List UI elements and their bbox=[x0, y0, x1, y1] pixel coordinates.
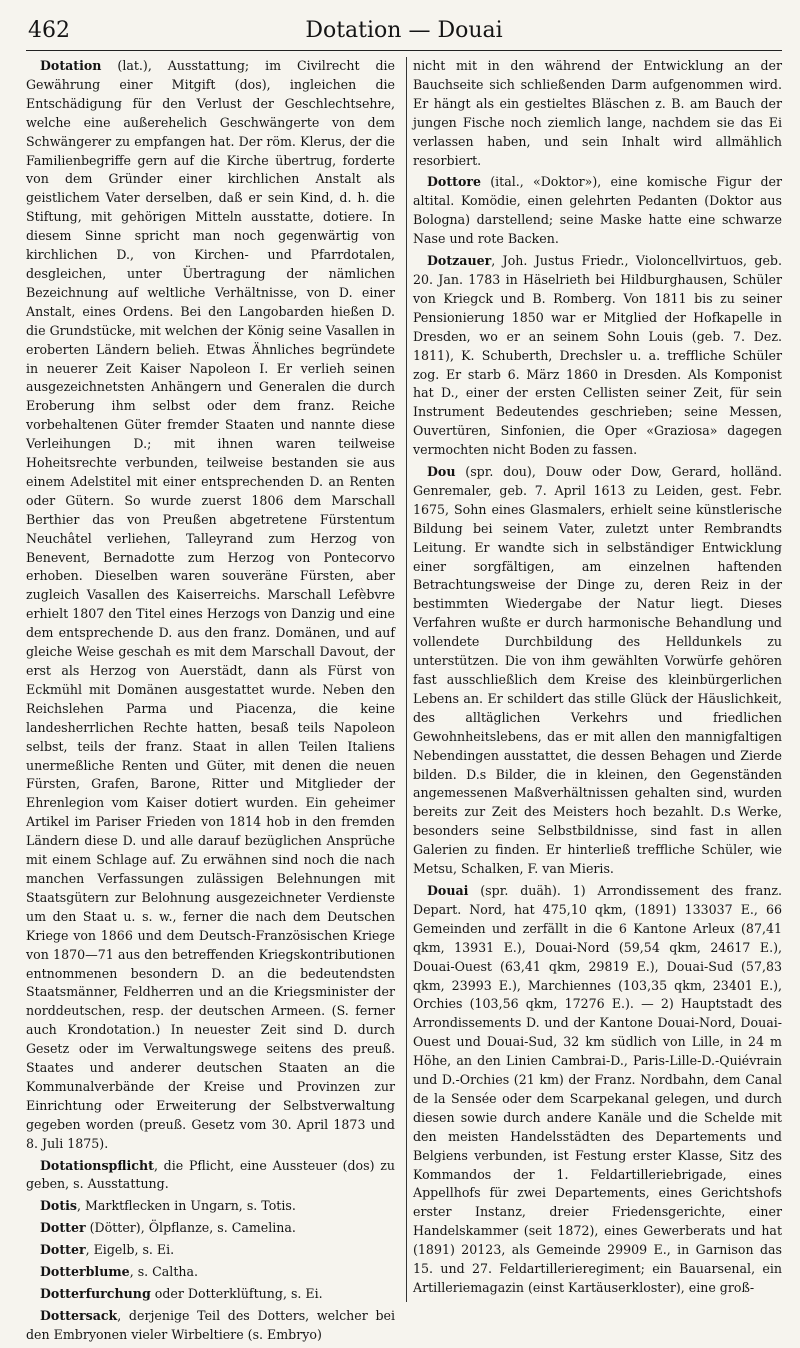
entry-headword: Dotter bbox=[40, 1242, 86, 1258]
entry-headword: Dottore bbox=[427, 174, 482, 190]
entry-text: , Eigelb, s. Ei. bbox=[85, 1242, 175, 1258]
entry-continuation bbox=[413, 57, 782, 170]
entry-text: nicht mit in den während der Entwicklung an der Bauchseite sich schließenden Darm aufgenommen wird. Er hängt als ein gestieltes Bläschen z. B. am Bauch der jungen Fische noch ziemlich lange, nachdem sie das Ei verlassen haben, und sein Inhalt wird allmählich resorbiert. bbox=[413, 58, 782, 168]
right-column bbox=[403, 57, 782, 1348]
column-divider bbox=[406, 57, 407, 1302]
entry-dou bbox=[413, 463, 782, 879]
entry-text: , die Pflicht, eine Aussteuer (dos) zu geben, s. Ausstattung. bbox=[26, 1157, 395, 1192]
entry-headword: Dotter bbox=[40, 1220, 86, 1236]
entry-dotter bbox=[26, 1241, 395, 1260]
left-column bbox=[26, 57, 403, 1348]
entry-headword: Douai bbox=[427, 882, 469, 898]
entry-text: , s. Caltha. bbox=[129, 1264, 199, 1280]
entry-douai bbox=[413, 882, 782, 1298]
entry-dotationspflicht bbox=[26, 1157, 395, 1195]
entry-dottore bbox=[413, 173, 782, 249]
entry-text: , Marktflecken in Ungarn, s. Totis. bbox=[77, 1198, 296, 1214]
entry-dotter bbox=[26, 1219, 395, 1238]
entry-headword: Dottersack bbox=[40, 1307, 118, 1323]
entry-headword: Dotterfurchung bbox=[40, 1286, 151, 1301]
entry-text: (spr. dou), Douw oder Dow, Gerard, holländ. Genremaler, geb. 7. April 1613 zu Leiden, gest. Febr. 1675, Sohn eines Glasmalers, erhielt seine künstlerische Bildung bei seinem Vater, zuletzt unter Rembrandts Leitung. Er wandte sich in selbständiger Entwicklung einer sorgfältigen, am einzelnen haftenden Betrachtungsweise der Dinge zu, deren Reiz in der bestimmten Wiedergabe der Natur liegt. Dieses Verfahren wußte er durch harmonische Behandlung und vollendete Durchbildung des Helldunkels zu unterstützen. Die von ihm gewählten Vorwürfe gehören fast ausschließlich dem Kreise des kleinbürgerlichen Lebens an. Er schildert das stille Glück der Häuslichkeit, des alltäglichen Verkehrs und friedlichen Gewohnheitslebens, das er mit allen den mannigfaltigen Nebendingen ausstattet, die dessen Behagen und Zierde bilden. D.s Bilder, die in kleinen, den Gegenständen angemessenen Maßverhältnissen gehalten sind, wurden bereits zur Zeit des Meisters hoch bezahlt. D.s Werke, besonders seine Selbstbildnisse, sind fast in allen Galerien zu finden. Er hinterließ treffliche Schüler, wie Metsu, Schalken, F. van Mieris. bbox=[413, 464, 782, 877]
entry-headword: Dotterblume bbox=[40, 1264, 130, 1280]
entry-headword: Dotzauer bbox=[427, 253, 492, 269]
entry-text: , Joh. Justus Friedr., Violoncellvirtuos, geb. 20. Jan. 1783 in Häselrieth bei Hildburghausen, Schüler von Kriegck und B. Romberg. Von 1811 bis zu seiner Pensionierung 1850 war er Mitglied der Hofkapelle in Dresden, wo er an seinem Sohn Louis (geb. 7. Dez. 1811), K. Schuberth, Drechsler u. a. treffliche Schüler zog. Er starb 6. März 1860 in Dresden. Als Komponist hat D., einer der ersten Cellisten seiner Zeit, für sein Instrument Bedeutendes geschrieben; seine Messen, Ouvertüren, Sinfonien, die Oper «Graziosa» dagegen vermochten nicht Boden zu fassen. bbox=[413, 253, 782, 458]
entry-text: (ital., «Doktor»), eine komische Figur der altital. Komödie, einen gelehrten Pedanten (Doktor aus Bologna) darstellend; seine Maske hatte eine schwarze Nase und rote Backen. bbox=[413, 174, 782, 247]
entry-text: (spr. duäh). 1) Arrondissement des franz. Depart. Nord, hat 475,10 qkm, (1891) 133037 E., 66 Gemeinden und zerfällt in die 6 Kantone Arleux (87,41 qkm, 13931 E.), Douai-Nord (59,54 qkm, 24617 E.), Douai-Ouest (63,41 qkm, 29819 E.), Douai-Sud (57,83 qkm, 23993 E.), Marchiennes (103,35 qkm, 23401 E.), Orchies (103,56 qkm, 17276 E.). — 2) Hauptstadt des Arrondissements D. und der Kantone Douai-Nord, Douai-Ouest und Douai-Sud, 32 km südlich von Lille, in 24 m Höhe, an den Linien Cambrai-D., Paris-Lille-D.-Quiévrain und D.-Orchies (21 km) der Franz. Nordbahn, dem Canal de la Sensée oder dem Scarpekanal gelegen, und durch diesen sowie durch andere Kanäle und die Schelde mit den meisten Handelsstädten des Departements und Belgiens verbunden, ist Festung erster Klasse, Sitz des Kommandos der 1. Feldartilleriebrigade, eines Appellhofs für zwei Departements, eines Gerichtshofs erster Instanz, dreier Friedensgerichte, einer Handelskammer (seit 1872), eines Gewerberats und hat (1891) 20123, als Gemeinde 29909 E., in Garnison das 15. und 27. Feldartillerieregiment; ein Bauarsenal, ein Artilleriemagazin (einst Kartäuserkloster), eine groß- bbox=[413, 882, 782, 1295]
page-header bbox=[26, 12, 782, 51]
entry-text: oder Dotterklüftung, s. Ei. bbox=[150, 1286, 323, 1301]
entry-headword: Dou bbox=[427, 464, 456, 480]
entry-text: (Dötter), Ölpflanze, s. Camelina. bbox=[85, 1220, 296, 1236]
entry-dottersack bbox=[26, 1307, 395, 1345]
entry-headword: Dotation bbox=[40, 58, 102, 73]
entry-text: (lat.), Ausstattung; im Civilrecht die Gewährung einer Mitgift (dos), ingleichen die Entschädigung für den Verlust der Geschlechtsehre, welche eine außerehelich Geschwängerte von dem Schwängerer zu empfangen hat. Der röm. Klerus, der die Familienbegriffe gern auf die Kirche übertrug, forderte von dem Gründer einer kirchlichen Anstalt als geistlichem Vater derselben, daß er sein Kind, d. h. die Stiftung, mit gehörigen Mitteln ausstatte, dotiere. In diesem Sinne spricht man noch gegenwärtig von kirchlichen D., von Kirchen- und Pfarrdotalen, desgleichen, unter Übertragung der nämlichen Bezeichnung auf weltliche Verhältnisse, von D. einer Anstalt, eines Ordens. Bei den Langobarden hießen D. die Grundstücke, mit welchen der König seine Vasallen in eroberten Ländern belieh. Etwas Ähnliches begründete in neuerer Zeit Kaiser Napoleon I. Er verlieh seinen ausgezeichnetsten Anhängern und Generalen die durch Eroberung ihm selbst oder dem franz. Reiche vorbehaltenen Güter fremder Staaten und nannte diese Verleihungen D.; mit ihnen waren teilweise Hoheitsrechte verbunden, teilweise bestanden sie aus einem Adelstitel mit einer entsprechenden D. an Renten oder Gütern. So wurde zuerst 1806 dem Marschall Berthier das von Preußen abgetretene Fürstentum Neuchâtel verliehen, Talleyrand zum Herzog von Benevent, Bernadotte zum Herzog von Pontecorvo erhoben. Dieselben waren souveräne Fürsten, aber zugleich Vasallen des Kaiserreichs. Marschall Lefèbvre erhielt 1807 den Titel eines Herzogs von Danzig und eine dem entsprechende D. aus den franz. Domänen, und auf gleiche Weise geschah es mit dem Marschall Davout, der erst als Herzog von Auerstädt, dann als Fürst von Eckmühl mit Domänen ausgestattet wurde. Neben den Reichslehen Parma und Piacenza, die keine landesherrlichen Rechte hatten, besaß teils Napoleon selbst, teils der franz. Staat in allen Teilen Italiens unermeßliche Renten und Güter, mit denen die neuen Fürsten, Grafen, Barone, Ritter und Mitglieder der Ehrenlegion vom Kaiser dotiert wurden. Ein geheimer Artikel im Pariser Frieden von 1814 hob in den fremden Ländern diese D. und alle darauf bezüglichen Ansprüche mit einem Schlage auf. Zu erwähnen sind noch die nach manchen Verfassungen zulässigen Belehnungen mit Staatsgütern zur Belohnung ausgezeichneter Verdienste um den Staat u. s. w., ferner die nach dem Deutschen Kriege von 1866 und dem Deutsch-Französischen Kriege von 1870—71 aus den betreffenden Kriegskontributionen entnommenen besondern D. an die bedeutendsten Staatsmänner, Feldherren und an die Kriegsminister der norddeutschen, resp. der deutschen Armeen. (S. ferner auch Krondotation.) In neuester Zeit sind D. durch Gesetz oder im Verwaltungswege seitens des preuß. Staates und anderer deutschen Staaten an die Kommunalverbände der Kreise und Provinzen zur Einrichtung oder Erweiterung der Selbstverwaltung gegeben worden (preuß. Gesetz vom 30. April 1873 und 8. Juli 1875). bbox=[26, 58, 395, 1151]
entry-headword: Dotationspflicht bbox=[40, 1157, 154, 1173]
entry-dotterblume bbox=[26, 1263, 395, 1282]
page-number: 462 bbox=[28, 18, 70, 43]
entry-headword: Dotis bbox=[40, 1198, 78, 1214]
entry-dotterfurchung bbox=[26, 1285, 395, 1304]
entry-text: , derjenige Teil des Dotters, welcher bei den Embryonen vieler Wirbeltiere (s. Embryo) bbox=[26, 1307, 395, 1342]
entry-dotation bbox=[26, 57, 395, 1154]
running-title: Dotation — Douai bbox=[305, 18, 503, 43]
entry-dotis bbox=[26, 1197, 395, 1216]
entry-dotzauer bbox=[413, 252, 782, 460]
two-column-body bbox=[26, 57, 782, 1348]
